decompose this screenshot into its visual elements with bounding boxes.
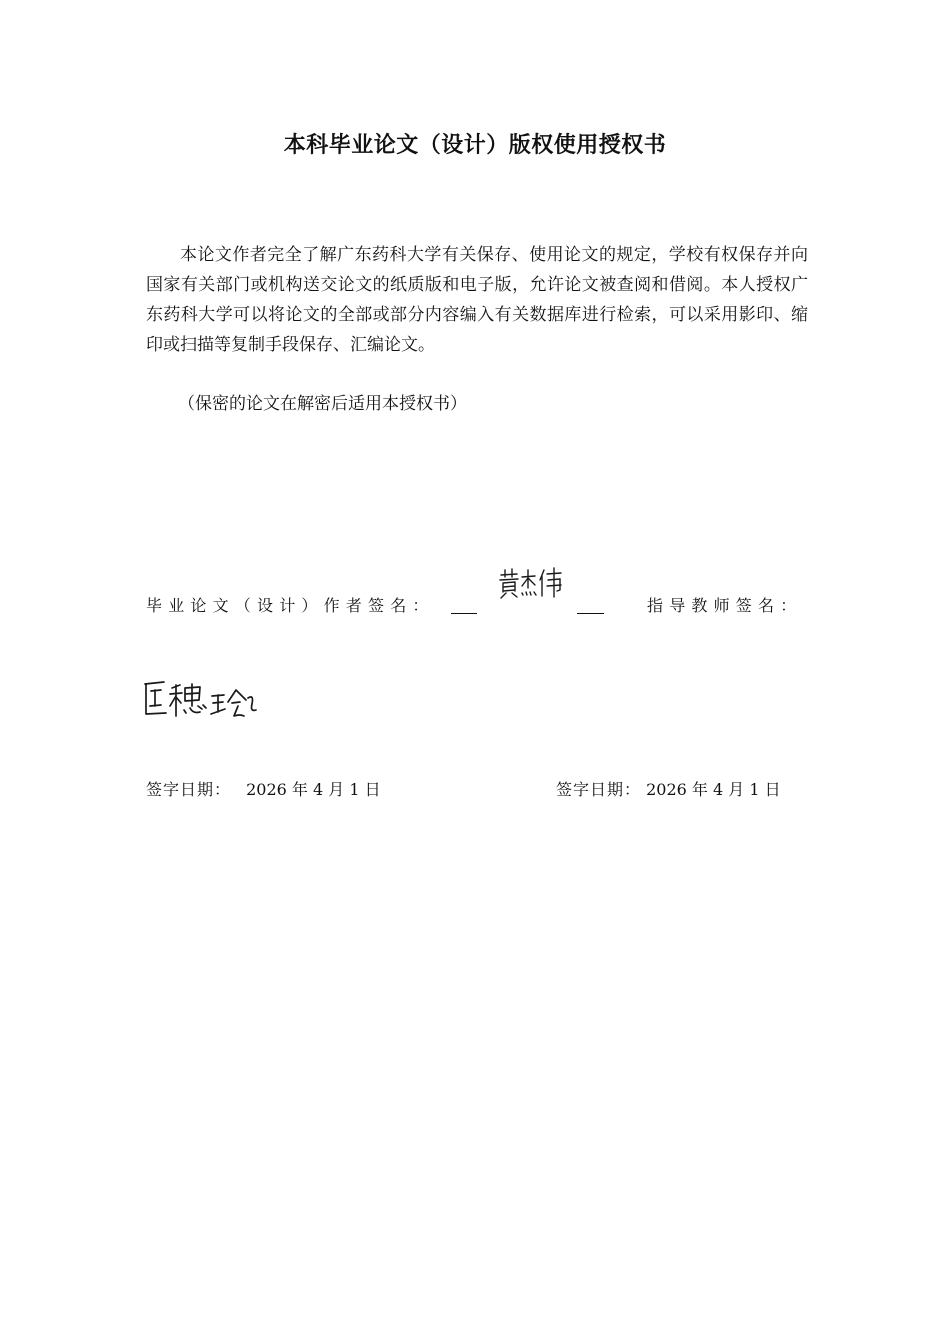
confidential-note: （保密的论文在解密后适用本授权书）	[178, 394, 467, 414]
author-date-label: 签字日期：	[146, 780, 232, 799]
document-title: 本科毕业论文（设计）版权使用授权书	[283, 133, 667, 158]
author-signature-blank-left	[451, 613, 477, 614]
advisor-date-label: 签字日期：	[556, 780, 642, 799]
advisor-date-value: 2026 年 4 月 1 日	[646, 780, 781, 799]
advisor-handwritten-signature	[140, 676, 260, 724]
author-signature-label: 毕业论文（设计）作者签名：	[146, 596, 435, 615]
author-handwritten-signature	[495, 566, 565, 602]
advisor-date	[556, 777, 781, 800]
authorization-paragraph: 本论文作者完全了解广东药科大学有关保存、使用论文的规定，学校有权保存并向国家有关部门或机构送交论文的纸质版和电子版，允许论文被查阅和借阅。本人授权广东药科大学可以将论文的全部或部分内容编入有关数据库进行检索，可以采用影印、缩印或扫描等复制手段保存、汇编论文。	[146, 245, 808, 355]
signature-row	[146, 593, 808, 623]
author-signature-blank-right	[577, 613, 604, 614]
author-date	[146, 777, 381, 800]
author-date-value: 2026 年 4 月 1 日	[246, 780, 381, 799]
advisor-signature-label: 指导教师签名：	[647, 596, 803, 615]
